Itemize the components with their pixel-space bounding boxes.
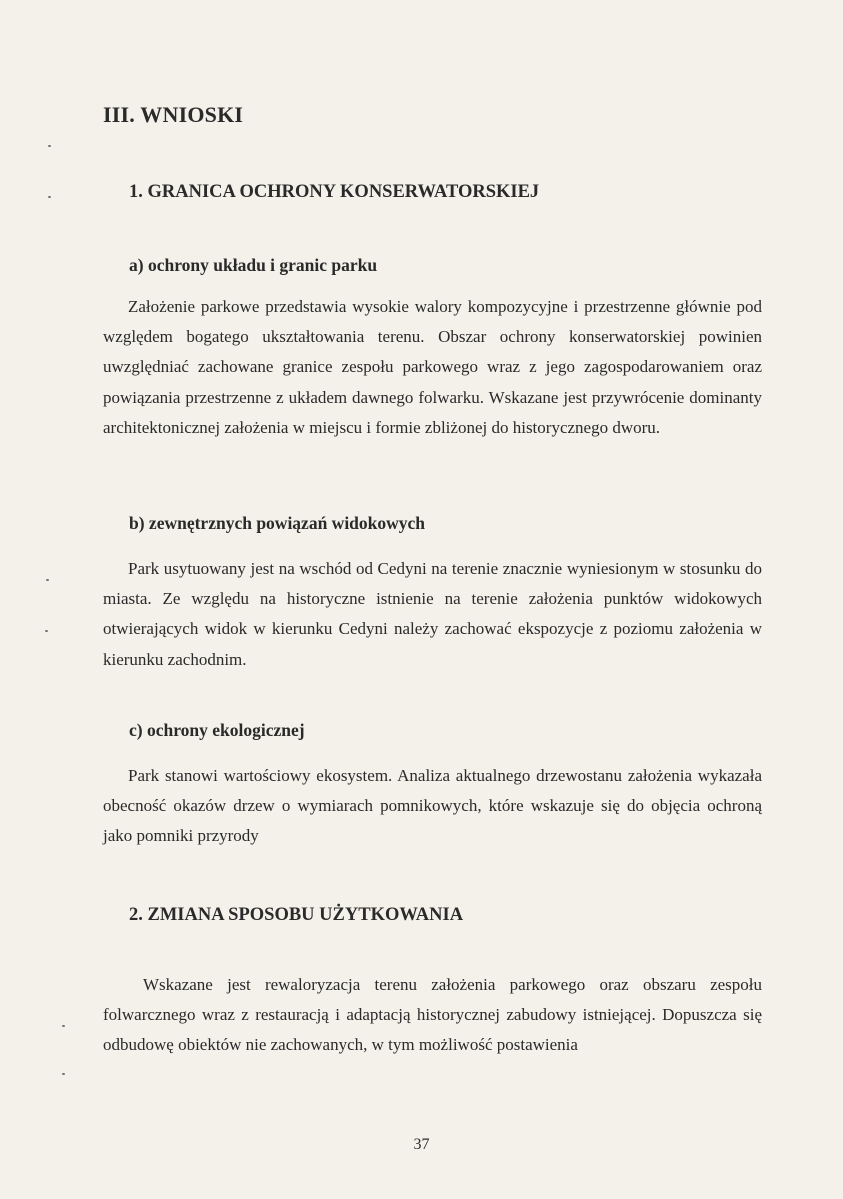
section-1-heading: 1. GRANICA OCHRONY KONSERWATORSKIEJ — [129, 182, 540, 202]
subsection-a-paragraph: Założenie parkowe przedstawia wysokie walory kompozycyjne i przestrzenne głównie pod względem bogatego ukształtowania terenu. Obszar ochrony konserwatorskiej powinien uwzględniać zachowane granice zespołu parkowego wraz z jego zagospodarowaniem oraz powiązania przestrzenne z układem dawnego folwarku. Wskazane jest przywrócenie dominanty architektonicznej założenia w miejscu i formie zbliżonej do historycznego dworu. — [103, 297, 762, 437]
subsection-c-paragraph: Park stanowi wartościowy ekosystem. Analiza aktualnego drzewostanu założenia wykazała obecność okazów drzew o wymiarach pomnikowych, które wskazuje się do objęcia ochroną jako pomniki przyrody — [103, 766, 762, 846]
chapter-heading: III. WNIOSKI — [103, 102, 244, 127]
page-number: 37 — [413, 1136, 430, 1153]
scan-speck — [62, 1073, 65, 1075]
scan-speck — [48, 196, 51, 198]
scan-speck — [48, 145, 51, 147]
section-2-paragraph: Wskazane jest rewaloryzacja terenu założenia parkowego oraz obszaru zespołu folwarcznego wraz z restauracją i adaptacją historycznej zabudowy istniejącej. Dopuszcza się odbudowę obiektów nie zachowanych, w tym możliwość postawienia — [103, 975, 762, 1055]
subsection-a-heading: a) ochrony układu i granic parku — [129, 255, 378, 275]
section-2-heading: 2. ZMIANA SPOSOBU UŻYTKOWANIA — [129, 905, 464, 925]
scan-speck — [62, 1025, 65, 1027]
subsection-c-heading: c) ochrony ekologicznej — [129, 720, 305, 740]
subsection-b-paragraph: Park usytuowany jest na wschód od Cedyni na terenie znacznie wyniesionym w stosunku do miasta. Ze względu na historyczne istnienie na terenie założenia punktów widokowych otwierających widok w kierunku Cedyni należy zachować ekspozycje z poziomu założenia w kierunku zachodnim. — [103, 559, 762, 669]
scan-speck — [45, 630, 48, 632]
subsection-b-heading: b) zewnętrznych powiązań widokowych — [129, 513, 426, 533]
scan-speck — [46, 579, 49, 581]
